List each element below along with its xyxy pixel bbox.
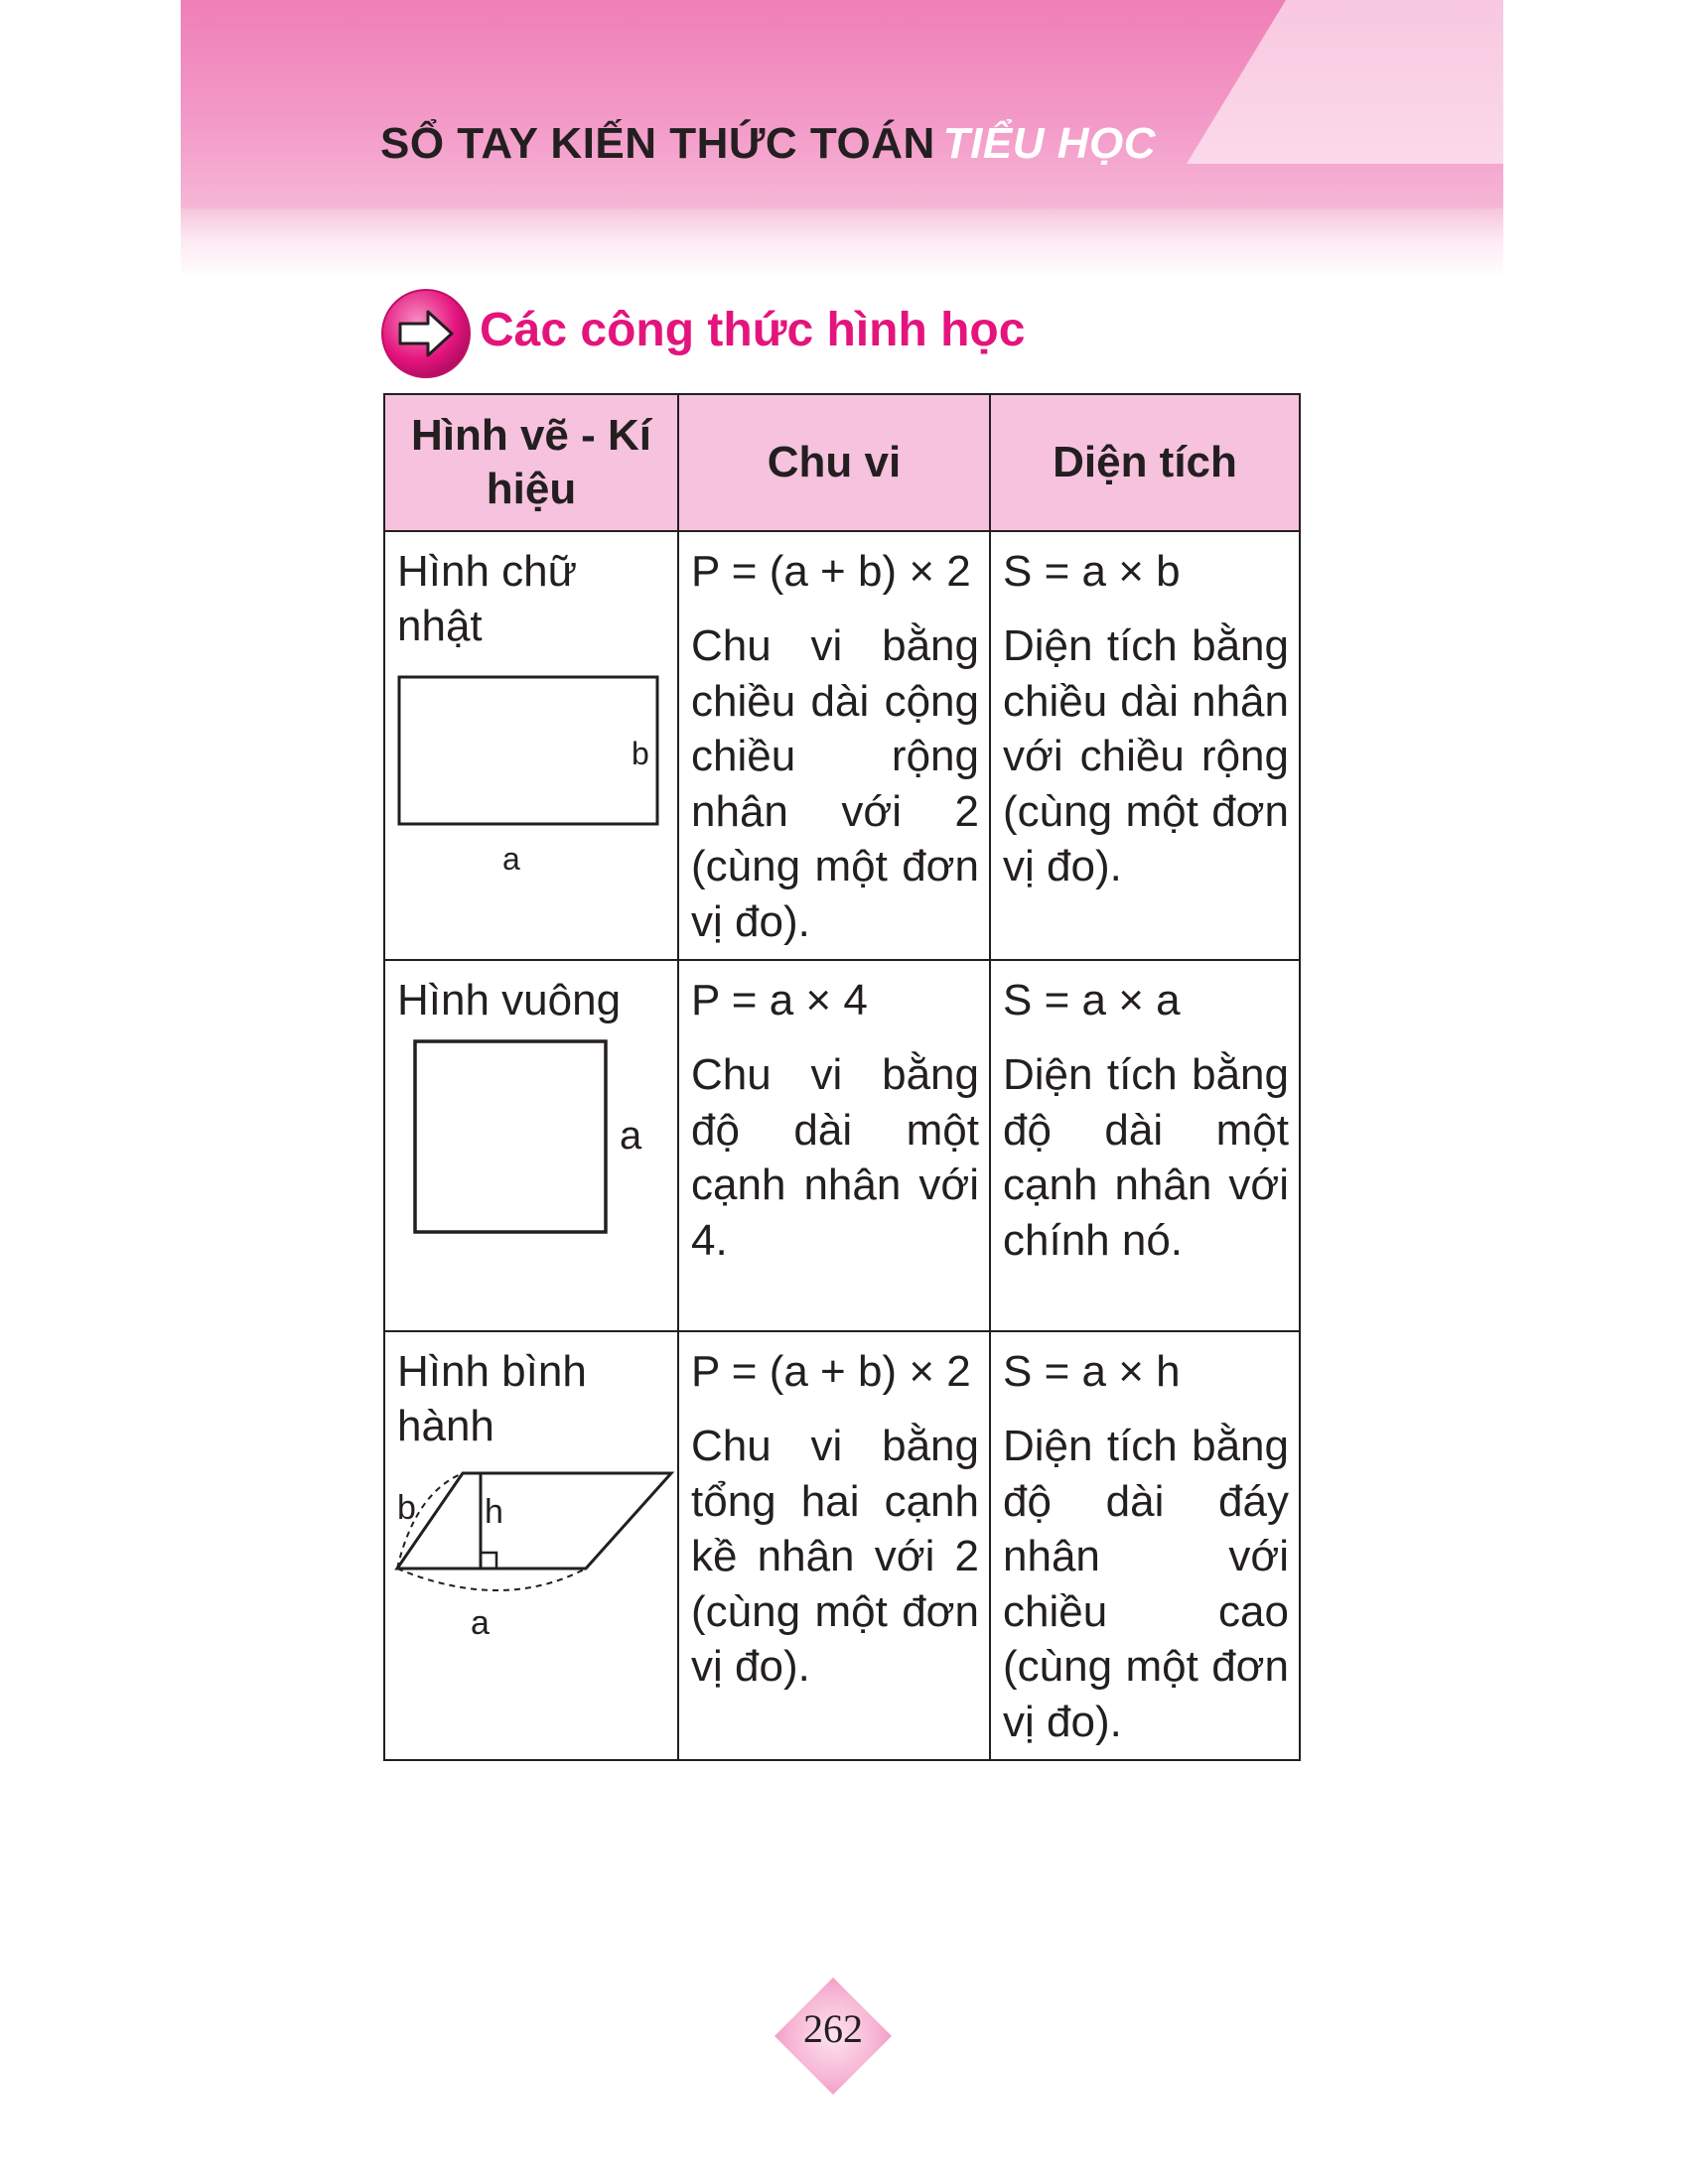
parallelogram-label-b: b (397, 1489, 416, 1527)
perimeter-description: Chu vi bằng chiều dài cộng chiều rộng nhân với 2 (cùng một đơn vị đo). (691, 621, 979, 946)
table-header-row (384, 394, 1300, 531)
header-shadow (181, 208, 1503, 278)
area-formula: S = a × a (1003, 976, 1181, 1024)
area-cell (990, 960, 1300, 1331)
table-row (384, 531, 1300, 960)
parallelogram-label-h: h (485, 1493, 503, 1531)
arrow-right-icon (380, 288, 472, 379)
shape-name: Hình chữ nhật (397, 547, 578, 650)
book-title-accent: TIỂU HỌC (942, 119, 1157, 168)
shape-name: Hình bình hành (397, 1347, 587, 1450)
perimeter-cell (678, 531, 990, 960)
square-shape (415, 1041, 606, 1232)
perimeter-description: Chu vi bằng độ dài một cạnh nhân với 4. (691, 1050, 979, 1265)
section-title: Các công thức hình học (480, 304, 1026, 356)
rectangle-shape (399, 677, 657, 824)
shape-name: Hình vuông (397, 976, 622, 1024)
book-title (380, 119, 1156, 169)
area-formula: S = a × b (1003, 547, 1181, 596)
rectangle-label-b: b (632, 736, 649, 771)
shape-cell (384, 960, 678, 1331)
shape-cell (384, 1331, 678, 1760)
area-formula: S = a × h (1003, 1347, 1181, 1396)
shape-cell (384, 531, 678, 960)
area-description: Diện tích bằng độ dài một cạnh nhân với chính nó. (1003, 1050, 1289, 1265)
square-diagram (393, 1027, 661, 1236)
header-shape: Hình vẽ - Kí hiệu (384, 394, 678, 531)
table-row (384, 960, 1300, 1331)
area-description: Diện tích bằng chiều dài nhân với chiều rộng (cùng một đơn vị đo). (1003, 621, 1289, 890)
parallelogram-diagram (393, 1453, 681, 1652)
perimeter-cell (678, 1331, 990, 1760)
area-cell (990, 531, 1300, 960)
book-title-main: SỔ TAY KIẾN THỨC TOÁN (380, 119, 935, 168)
table-row (384, 1331, 1300, 1760)
square-label-a: a (620, 1114, 642, 1158)
area-cell (990, 1331, 1300, 1760)
header-perimeter: Chu vi (678, 394, 990, 531)
perimeter-cell (678, 960, 990, 1331)
parallelogram-label-a: a (471, 1604, 490, 1642)
base-dashed-arc (397, 1569, 586, 1590)
rectangle-label-a: a (502, 841, 520, 877)
area-description: Diện tích bằng độ dài đáy nhân với chiều cao (cùng một đơn vị đo). (1003, 1422, 1289, 1746)
right-angle-mark (481, 1553, 496, 1569)
perimeter-description: Chu vi bằng tổng hai cạnh kề nhân với 2 (cùng một đơn vị đo). (691, 1422, 979, 1691)
perimeter-formula: P = a × 4 (691, 976, 868, 1024)
perimeter-formula: P = (a + b) × 2 (691, 1347, 971, 1396)
header-area: Diện tích (990, 394, 1300, 531)
page-number: 262 (803, 2006, 863, 2051)
geometry-formula-table (383, 393, 1301, 1761)
perimeter-formula: P = (a + b) × 2 (691, 547, 971, 596)
rectangle-diagram (393, 653, 661, 882)
